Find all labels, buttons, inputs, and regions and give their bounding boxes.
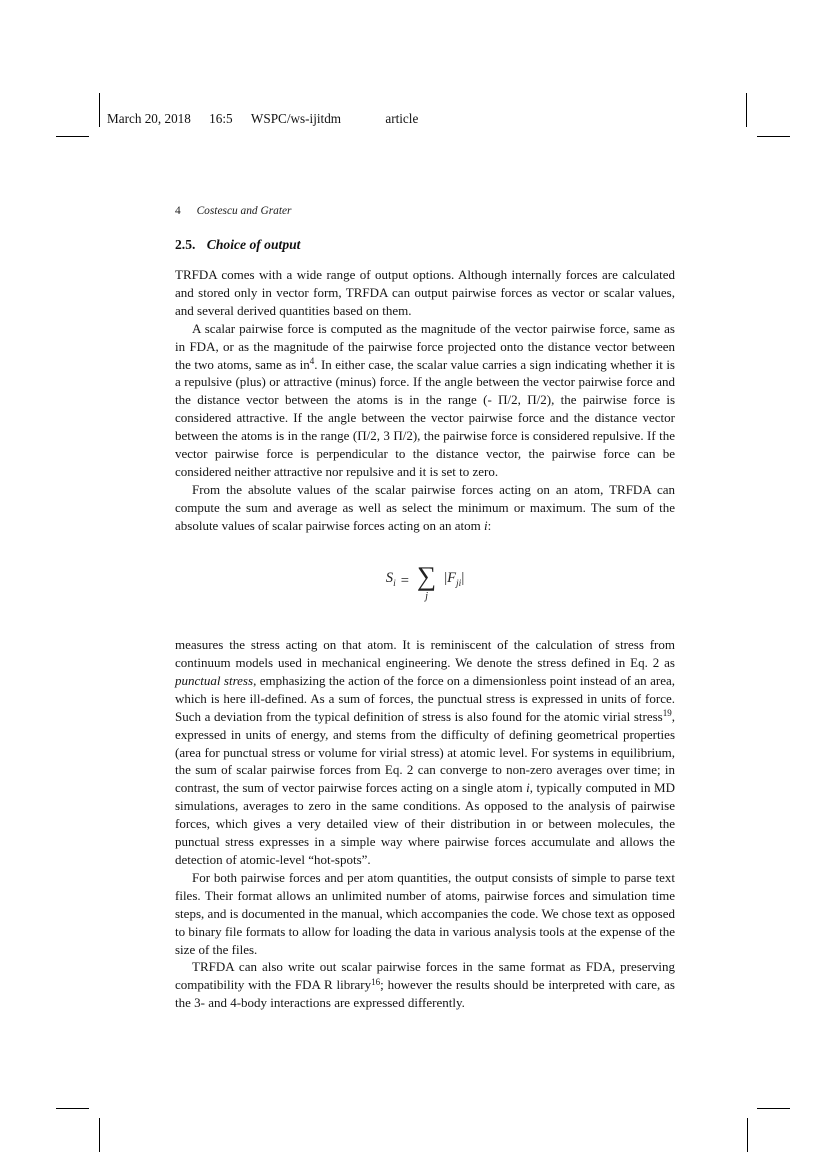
equation-lhs: $S_i$ (385, 570, 396, 590)
section-heading (175, 237, 675, 253)
paragraph (175, 869, 675, 959)
body-text (175, 266, 675, 1012)
text-segment: 16 (371, 976, 381, 987)
proof-date: March 20, 2018 (107, 111, 191, 126)
crop-mark-bottom-right-vertical (747, 1118, 748, 1152)
crop-mark-bottom-right-horizontal (757, 1108, 790, 1109)
summation-symbol: ∑ j (416, 560, 437, 602)
text-segment: . In either case, the scalar value carries a sign indicating whether it is a repulsive (plus) or attractive (minus) force. If the angle between the vector pairwise force and the distance vector between the atoms is in the range (- Π/2, Π/2), the pairwise force is considered attractive. If the angle between the vector pairwise force and the distance vector between the atoms is in the range (Π/2, 3 Π/2), the pairwise force is considered repulsive. If the vector pairwise force is perpendicular to the distance vector, the pairwise force can be considered neither attractive nor repulsive and it is set to zero. (175, 356, 675, 479)
crop-mark-top-left-horizontal (56, 136, 89, 137)
text-segment: For both pairwise forces and per atom quantities, the output consists of simple to parse text files. Their format allows an unlimited number of atoms, pairwise forces and simulation time steps, and is documented in the manual, which accompanies the code. We chose text as opposed to binary file formats to allow for loading the data in various analysis tools at the expense of the size of the files. (175, 869, 675, 957)
section-title: Choice of output (206, 237, 301, 252)
text-segment: , typically computed in MD simulations, averages to zero in the same conditions. As opposed to the analysis of pairwise forces, which gives a very detailed view of their distribution in or between molecules, the punctual stress expresses in a simple way where pairwise forces accumulate and allows the detection of atomic-level “hot-spots”. (175, 780, 675, 867)
text-segment: ; however the results should be interpreted with care, as the 3- and 4-body interactions are expressed differently. (175, 977, 675, 1011)
crop-mark-top-left-vertical (99, 93, 100, 127)
running-head-authors: Costescu and Grater (196, 205, 292, 217)
content-column (175, 237, 675, 1012)
crop-mark-bottom-left-vertical (99, 1118, 100, 1152)
paragraph (175, 958, 675, 1012)
paragraph (175, 266, 675, 320)
text-segment: i (484, 517, 488, 533)
text-segment: punctual stress (175, 672, 254, 688)
proof-time: 16:5 (209, 111, 233, 126)
crop-mark-top-right-horizontal (757, 136, 790, 137)
equals-sign: = (400, 573, 409, 590)
text-segment: TRFDA comes with a wide range of output options. Although internally forces are calculated and stored only in vector form, TRFDA can output pairwise forces as vector or scalar values, and several derived quantities based on them. (175, 267, 675, 318)
page-number: 4 (175, 205, 181, 217)
proof-docname: article (385, 111, 419, 126)
equation-punctual-stress (175, 560, 675, 603)
text-segment: measures the stress acting on that atom. It is reminiscent of the calculation of stress from continuum models used in mechanical engineering. We denote the stress defined in Eq. 2 as (175, 637, 675, 670)
text-segment: TRFDA can also write out scalar pairwise forces in the same format as FDA, preserving compatibility with the FDA R library (175, 959, 675, 993)
text-segment: i (526, 780, 530, 796)
paragraph (175, 636, 675, 869)
equation-argument: $|F_{ji}|$ (444, 570, 465, 590)
crop-mark-bottom-left-horizontal (56, 1108, 89, 1109)
text-segment: : (487, 517, 492, 533)
text-segment: From the absolute values of the scalar pairwise forces acting on an atom, TRFDA can compute the sum and average as well as select the minimum or maximum. The sum of the absolute values of scalar pairwise forces acting on an atom (175, 481, 675, 533)
proof-header (107, 111, 418, 127)
paragraph (175, 481, 675, 535)
text-segment: , expressed in units of energy, and stems from the difficulty of defining geometrical properties (area for punctual stress or volume for virial stress) at atomic level. For systems in equilibrium, the sum of scalar pairwise forces from Eq. 2 can converge to non-zero averages over time; in contrast, the sum of vector pairwise forces acting on a single atom (175, 708, 675, 796)
crop-mark-top-right-vertical (746, 93, 747, 127)
paragraph (175, 320, 675, 481)
text-segment: A scalar pairwise force is computed as the magnitude of the vector pairwise force, same as in FDA, or as the magnitude of the pairwise force projected onto the distance vector between the two atoms, same as in (175, 320, 675, 372)
text-segment: , emphasizing the action of the force on a dimensionless point instead of an area, which is here ill-defined. As a sum of forces, the punctual stress is expressed in units of force. Such a deviation from the typical definition of stress is also found for the atomic virial stress (175, 672, 675, 724)
section-number: 2.5. (175, 237, 196, 252)
text-segment: 19 (662, 708, 672, 719)
proof-series: WSPC/ws-ijitdm (250, 111, 342, 126)
text-segment: 4 (309, 356, 315, 367)
running-head (175, 205, 291, 217)
